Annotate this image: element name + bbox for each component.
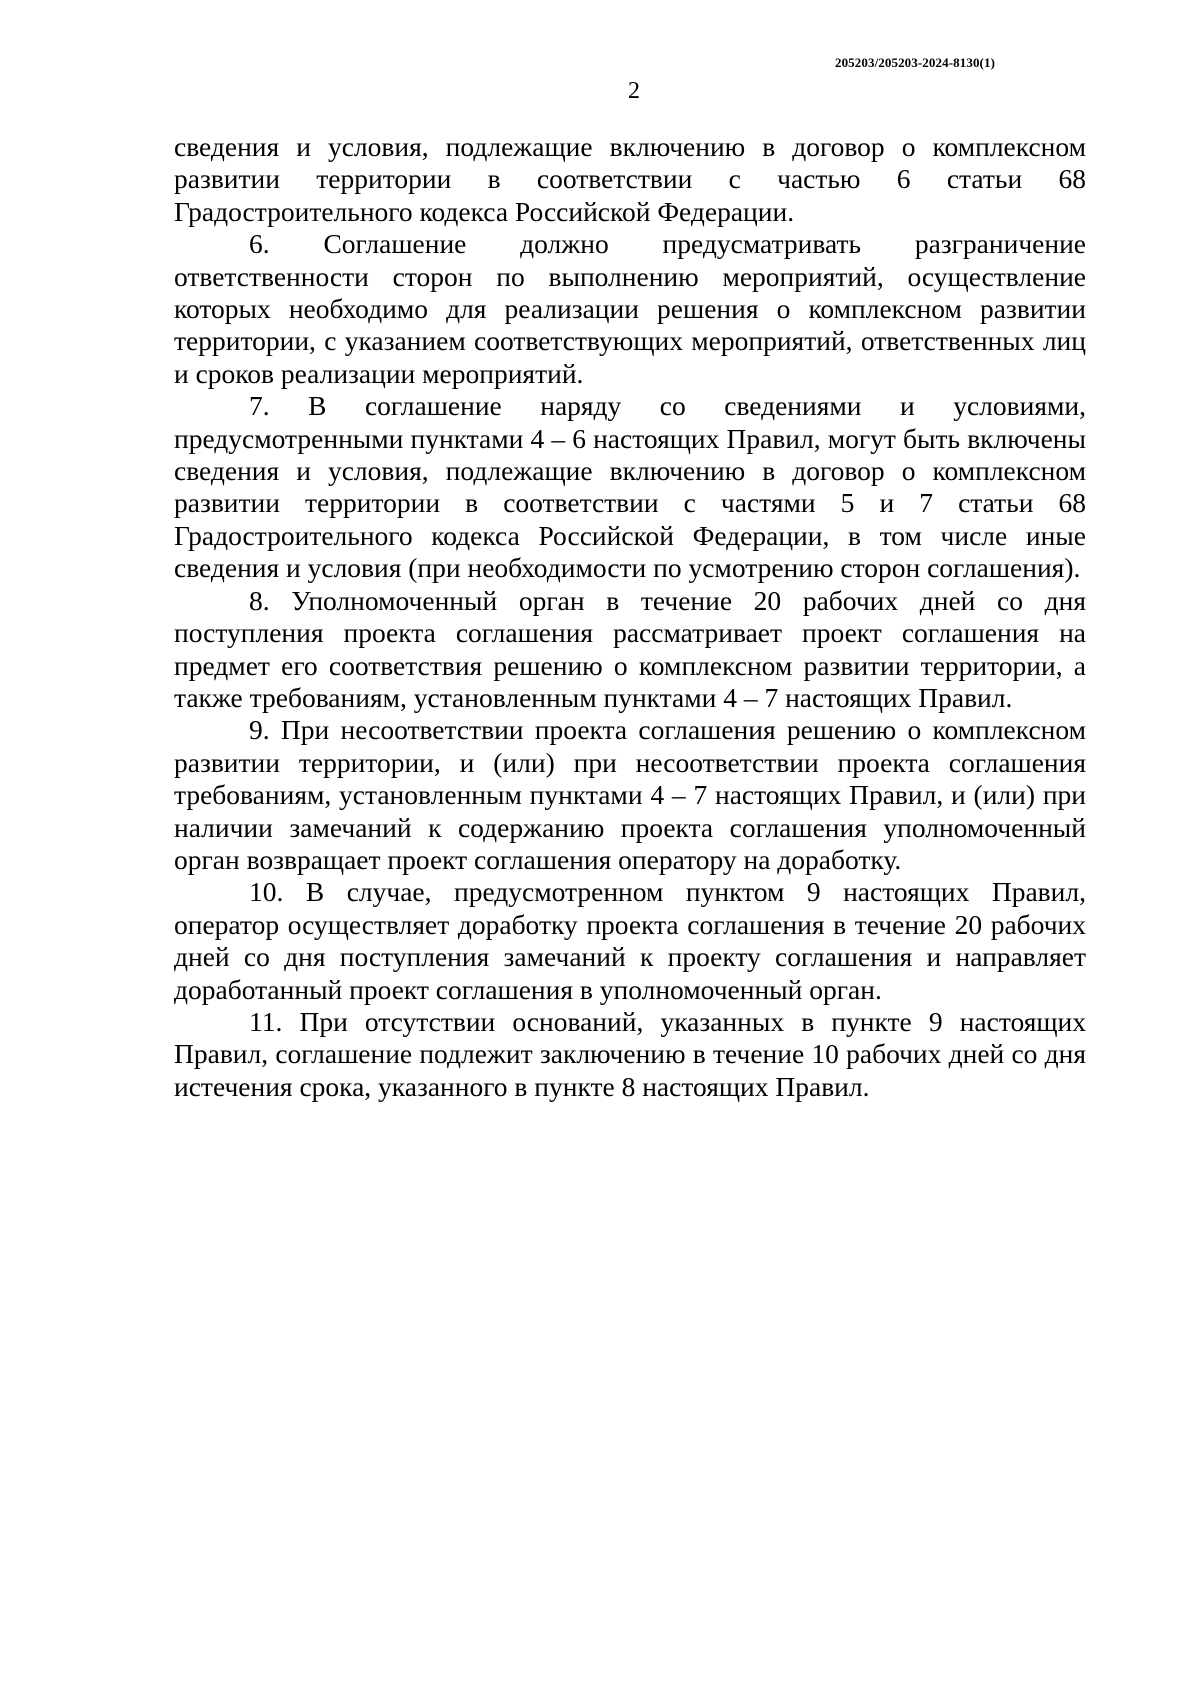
paragraph-continuation: сведения и условия, подлежащие включению в договор о комплексном развитии территории в соответствии с частью 6 статьи 68 Градостроительного кодекса Российской Федерации.	[174, 131, 1086, 227]
page-number: 2	[628, 78, 640, 104]
paragraph-6: 6. Соглашение должно предусматривать разграничение ответственности сторон по выполнению мероприятий, осуществление которых необходимо для реализации решения о комплексном развитии территории, с указанием соответствующих мероприятий, ответственных лиц и сроков реализации мероприятий.	[174, 228, 1086, 389]
document-body	[174, 131, 1086, 1103]
document-id: 205203/205203-2024-8130(1)	[834, 55, 995, 70]
paragraph-7: 7. В соглашение наряду со сведениями и условиями, предусмотренными пунктами 4 – 6 настоящих Правил, могут быть включены сведения и условия, подлежащие включению в договор о комплексном развитии территории в соответствии с частями 5 и 7 статьи 68 Градостроительного кодекса Российской Федерации, в том числе иные сведения и условия (при необходимости по усмотрению сторон соглашения).	[174, 390, 1086, 584]
paragraph-9: 9. При несоответствии проекта соглашения решению о комплексном развитии территории, и (или) при несоответствии проекта соглашения требованиям, установленным пунктами 4 – 7 настоящих Правил, и (или) при наличии замечаний к содержанию проекта соглашения уполномоченный орган возвращает проект соглашения оператору на доработку.	[174, 714, 1086, 875]
paragraph-10: 10. В случае, предусмотренном пунктом 9 настоящих Правил, оператор осуществляет доработку проекта соглашения в течение 20 рабочих дней со дня поступления замечаний к проекту соглашения и направляет доработанный проект соглашения в уполномоченный орган.	[174, 876, 1086, 1005]
paragraph-11: 11. При отсутствии оснований, указанных в пункте 9 настоящих Правил, соглашение подлежит заключению в течение 10 рабочих дней со дня истечения срока, указанного в пункте 8 настоящих Правил.	[174, 1005, 1086, 1102]
paragraph-8: 8. Уполномоченный орган в течение 20 рабочих дней со дня поступления проекта соглашения рассматривает проект соглашения на предмет его соответствия решению о комплексном развитии территории, а также требованиям, установленным пунктами 4 – 7 настоящих Правил.	[174, 584, 1086, 713]
